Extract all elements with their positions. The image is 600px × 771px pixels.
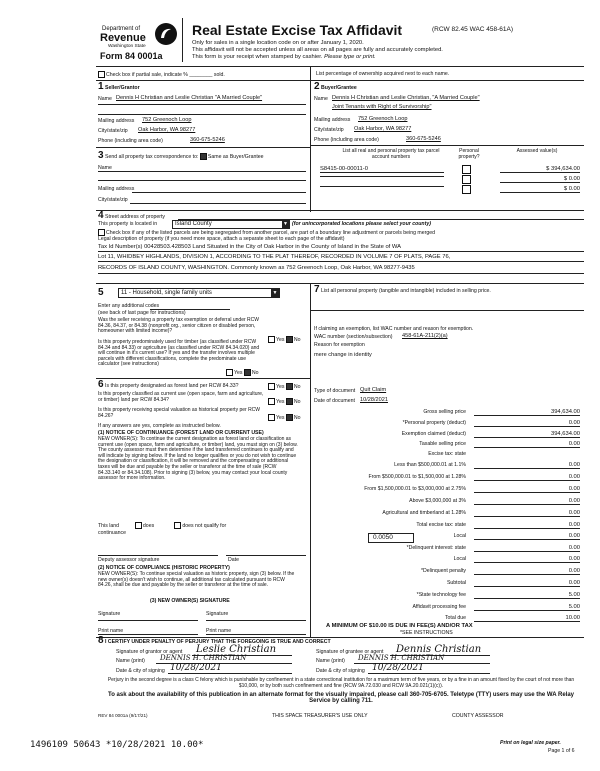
same-as-buyer-checkbox[interactable] — [200, 153, 207, 160]
new-owner-signature-heading: (3) NEW OWNER(S) SIGNATURE — [150, 598, 230, 604]
dept-line2: Revenue — [100, 32, 146, 44]
minimum-note: A MINIMUM OF $10.00 IS DUE IN FEE(S) AND/OR TAX — [326, 623, 473, 629]
addl-codes: Enter any additional codes — [98, 303, 160, 309]
calc-label: From $1,500,000.01 to $3,000,000 at 2.75% — [364, 486, 466, 492]
calc-label: Total excise tax: state — [416, 522, 466, 528]
docdate-value[interactable]: 10/28/2021 — [360, 397, 388, 403]
parcel-col-header: List all real and personal property tax parcel account numbers — [342, 148, 440, 160]
calc-value[interactable]: 0.00 — [474, 420, 580, 427]
see-instructions: *SEE INSTRUCTIONS — [400, 630, 453, 636]
form-title: Real Estate Excise Tax Affidavit — [192, 22, 403, 38]
partial-sale-checkbox[interactable] — [98, 71, 105, 78]
sec6-q3: Is this property receiving special valuation as historical property per RCW 84.26? — [98, 407, 261, 419]
buyer-mailing-label: Mailing address — [314, 117, 351, 123]
legal-paper-note: Print on legal size paper. — [500, 740, 561, 746]
buyer-heading: 2 Buyer/Grantee — [314, 81, 357, 92]
grantee-name[interactable]: DENNIS H. CHRISTIAN — [358, 654, 445, 662]
grantee-date[interactable]: 10/28/2021 — [372, 663, 424, 673]
sec6-q2: Is this property classified as current use (open space, farm and agriculture, or timber) land per RCW 84.34? — [98, 391, 264, 403]
calc-label: Taxable selling price — [419, 441, 466, 447]
calc-value[interactable]: 0.00 — [474, 533, 580, 540]
page-number: Page 1 of 6 — [548, 748, 575, 754]
grantor-name-label: Name (print) — [116, 658, 145, 664]
sec3-label: 3 Send all property tax correspondence to: Same as Buyer/Grantee — [98, 150, 264, 161]
calc-label: *Personal property (deduct) — [402, 420, 466, 426]
docdate-label: Date of document — [314, 398, 355, 404]
treasurer-note: THIS SPACE TREASURER'S USE ONLY — [272, 713, 368, 719]
notice-continuance-heading: (1) NOTICE OF CONTINUANCE (FOREST LAND OR CURRENT USE) — [98, 430, 264, 436]
reason-value[interactable]: mere change in identity — [314, 352, 372, 358]
forest-yes-checkbox[interactable] — [268, 383, 275, 390]
form-number: Form 84 0001a — [100, 51, 163, 61]
street-label: 4 Street address of property — [98, 210, 165, 221]
seller-heading: 1 Seller/Grantor — [98, 81, 140, 92]
use-code-select[interactable]: 11 - Household, single family units ▼ — [118, 288, 280, 298]
seller-name[interactable]: Dennis H Christian and Leslie Christian "A Married Couple" — [116, 95, 263, 101]
calc-label: Local — [453, 533, 466, 539]
current-use-no-checkbox[interactable] — [286, 398, 293, 405]
forest-no-checkbox[interactable] — [286, 383, 293, 390]
assessor-note: COUNTY ASSESSOR — [452, 713, 504, 719]
q2-no-checkbox[interactable] — [244, 369, 251, 376]
header-line2: This affidavit will not be accepted unless all areas on all pages are fully and accurately completed. — [192, 47, 443, 53]
sec6-q3-answers: Yes No — [268, 414, 301, 421]
reason-label: Reason for exemption — [314, 342, 365, 348]
sec6-note: If any answers are yes, complete as instructed below. — [98, 423, 221, 429]
buyer-city-label: City/state/zip — [314, 127, 344, 133]
seller-city-label: City/state/zip — [98, 128, 128, 134]
does-checkbox[interactable] — [135, 522, 142, 529]
calc-label: *Delinquent interest: state — [406, 545, 466, 551]
sec6-q2-answers: Yes No — [268, 398, 301, 405]
calc-value[interactable]: 10.00 — [474, 615, 580, 622]
calc-value[interactable]: 0.00 — [474, 510, 580, 517]
alt-format-note: To ask about the availability of this publication in an alternate format for the visually impaired, please call 360-705-6705. Teletype (TTY) users may use the WA Relay Service by calling 711. — [107, 692, 575, 705]
segregated-checkbox[interactable] — [98, 229, 105, 236]
personal-col-header: Personal property? — [458, 148, 480, 160]
claim-label: If claiming an exemption, list WAC number and reason for exemption. — [314, 326, 474, 332]
calc-label: Local — [453, 556, 466, 562]
parcel-number[interactable] — [320, 176, 444, 177]
grantor-date-label: Date & city of signing — [116, 668, 165, 674]
calc-label: Affidavit processing fee — [412, 604, 466, 610]
addl-codes-note: (see back of last page for instructions) — [98, 310, 186, 316]
calc-label: Less than $500,000.01 at 1.1% — [394, 462, 466, 468]
calc-value[interactable]: 0.00 — [474, 556, 580, 563]
partial-sale-row: Check box if partial sale, indicate % ________ sold. — [98, 71, 225, 78]
sec3-name-label: Name — [98, 165, 112, 171]
county-select[interactable]: Island County ▼ — [172, 220, 290, 229]
owner-signature-label-2: Signature — [206, 611, 229, 617]
q2-yes-checkbox[interactable] — [226, 369, 233, 376]
assessed-col-header: Assessed value(s) — [516, 148, 558, 154]
doctype-label: Type of document — [314, 388, 356, 394]
assessed-value[interactable]: $ 0.00 — [500, 176, 580, 183]
sec3-mailing-label: Mailing address — [98, 186, 135, 192]
doctype-value[interactable]: Quit Claim — [360, 387, 387, 393]
buyer-name-2[interactable]: Joint Tenants with Right of Survivorship" — [332, 104, 432, 110]
form-header — [100, 18, 590, 62]
county-note: (for unincorporated locations please select your county) — [292, 221, 431, 227]
owner-print-label-1: Print name — [98, 628, 124, 634]
deputy-date-label: Date — [228, 557, 239, 563]
dept-line3: Washington State — [108, 44, 146, 49]
buyer-city[interactable]: Oak Harbor, WA 98277 — [354, 126, 412, 132]
grantee-date-label: Date & city of signing — [316, 668, 365, 674]
grantee-signature[interactable]: Dennis Christian — [396, 644, 482, 655]
sec6-q1: 6 Is this property designated as forest land per RCW 84.33? — [98, 379, 239, 390]
revenue-logo-icon — [154, 22, 178, 46]
calc-label: Excise tax: state — [428, 451, 466, 457]
calc-value[interactable]: 0.00 — [474, 568, 580, 575]
seller-name-label: Name — [98, 96, 112, 102]
seller-phone[interactable]: 360-675-5246 — [190, 137, 225, 143]
personal-property-checkbox[interactable] — [462, 185, 471, 194]
personal-property-checkbox[interactable] — [462, 175, 471, 184]
personal-property-checkbox[interactable] — [462, 165, 471, 174]
calc-label: Exemption claimed (deduct) — [401, 431, 466, 437]
assessed-value[interactable]: $ 394,634.00 — [500, 166, 580, 173]
land-qualify-row: This land does does not qualify for — [98, 522, 227, 529]
legal-label: Legal description of property (if you need more space, attach a separate sheet to each page of the affidavit) — [98, 236, 345, 242]
calc-label: Gross selling price — [423, 409, 466, 415]
buyer-name-label: Name — [314, 96, 328, 102]
calc-value[interactable]: 5.00 — [474, 592, 580, 599]
calc-label: *Delinquent penalty — [421, 568, 466, 574]
legal-line-3[interactable]: RECORDS OF ISLAND COUNTY, WASHINGTON. Commonly known as 752 Greenoch Loop, Oak Harbor, WA 98277-9435 — [98, 265, 415, 271]
deputy-signature-label: Deputy assessor signature — [98, 557, 160, 563]
dept-line1: Department of — [102, 26, 141, 32]
seller-phone-label: Phone (including area code) — [98, 138, 163, 144]
calc-value[interactable]: 0.00 — [474, 474, 580, 481]
calc-value[interactable]: 0.00 — [474, 462, 580, 469]
buyer-phone-label: Phone (including area code) — [314, 137, 379, 143]
calc-label: Subtotal — [446, 580, 466, 586]
calc-value[interactable]: 0.00 — [474, 441, 580, 448]
continuance-label: continuance — [98, 530, 126, 536]
calc-value[interactable]: 0.00 — [474, 522, 580, 529]
sec5-q1-answers: Yes No — [268, 336, 301, 343]
calc-value[interactable]: 394,634.00 — [474, 431, 580, 438]
grantor-signature[interactable]: Leslie Christian — [196, 644, 277, 655]
calc-label: Total due — [444, 615, 466, 621]
located-label: This property is located in — [98, 221, 158, 227]
chevron-down-icon: ▼ — [272, 290, 278, 296]
owner-print-label-2: Print name — [206, 628, 232, 634]
historic-no-checkbox[interactable] — [286, 414, 293, 421]
wac-label: WAC number (section/subsection) — [314, 334, 393, 340]
sec6-q1-answers: Yes No — [268, 383, 301, 390]
notice-continuance-text: NEW OWNER(S): To continue the current designation as forest land or classification as current use (open space, farm and agriculture, or timber) land, you must sign on (3) below. The county assessor must then determine if the land transferred continues to qualify and will indicate by signing below. If the land no longer qualifies or you do not wish to continue the designation or classification, it will be removed and the compensating or additional taxes will be due and payable by the seller or transferor at the time of sale (RCW 84.33.140 or 84.34.108). Prior to signing (3) below, you may contact your local county assessor for more information. — [98, 436, 298, 482]
parcel-number[interactable]: S8415-00-00011-0 — [320, 166, 444, 173]
assessed-value[interactable]: $ 0.00 — [500, 186, 580, 193]
legal-line-1[interactable]: Tax Id Number(s) 00428503.428503 Land Situated in the City of Oak Harbor in the County of Island in the State of WA — [98, 244, 402, 250]
calc-value[interactable]: 0.00 — [474, 498, 580, 505]
wac-number[interactable]: 458-61A-211(2)(a) — [402, 333, 448, 339]
seller-mailing-label: Mailing address — [98, 118, 135, 124]
calc-label: From $500,000.01 to $1,500,000 at 1.28% — [368, 474, 466, 480]
grantor-name[interactable]: DENNIS H. CHRISTIAN — [160, 654, 247, 662]
perjury-note: Perjury in the second degree is a class C felony which is punishable by confinement in a state correctional institution for a maximum term of five years, or by a fine in an amount fixed by the court of not more than $10,000, or by both such confinement and fine (RCW 9A.72.030 and RCW 9A.20.021(1)(c)). — [107, 677, 575, 689]
recording-stamp: 1496109 50643 *10/28/2021 10.00* — [30, 740, 204, 750]
current-use-yes-checkbox[interactable] — [268, 398, 275, 405]
calc-value[interactable]: 0.00 — [474, 545, 580, 552]
q1-no-checkbox[interactable] — [286, 336, 293, 343]
owner-signature-label-1: Signature — [98, 611, 121, 617]
grantee-name-label: Name (print) — [316, 658, 345, 664]
legal-line-2[interactable]: Lot 11, WHIDBEY HIGHLANDS, DIVISION 1, ACCORDING TO THE PLAT THEREOF, RECORDED IN VOLUME 7 OF PLATS, PAGE 76, — [98, 254, 451, 260]
chevron-down-icon: ▼ — [283, 221, 288, 227]
q1-yes-checkbox[interactable] — [268, 336, 275, 343]
sec5-q1: Was the seller receiving a property tax exemption or deferral under RCW 84.36, 84.37, or 84.38 (nonprofit org., senior citizen or disabled person, homeowner with limited income)? — [98, 317, 259, 335]
segregated-row: Check box if any of the listed parcels are being segregated from another parcel, are part of a boundary line adjustment or parcels being merged — [98, 229, 435, 236]
buyer-mailing[interactable]: 752 Greenoch Loop — [358, 116, 408, 122]
sec7-label: 7 List all personal property (tangible and intangible) included in selling price. — [314, 284, 491, 295]
grantor-sig-label: Signature of grantor or agent — [116, 649, 183, 655]
buyer-name[interactable]: Dennis H Christian and Leslie Christian, "A Married Couple" — [332, 95, 480, 101]
local-rate-box[interactable]: 0.0050 — [368, 533, 414, 543]
notice-compliance-heading: (2) NOTICE OF COMPLIANCE (HISTORIC PROPERTY) — [98, 565, 230, 571]
ownership-note: List percentage of ownership acquired next to each name. — [316, 71, 450, 77]
sec5-q2: Is this property predominately used for timber (as classified under RCW 84.34 and 84.33) or agriculture (as classified under RCW 84.34.020) and will continue in it's current use? If yes and the transfer involves multiple parcels with different classifications, complete the predominate use calculator (see instructions) — [98, 339, 260, 368]
calc-value[interactable]: 394,634.00 — [474, 409, 580, 416]
header-line1: Only for sales in a single location code on or after January 1, 2020. — [192, 40, 364, 46]
sec8-heading: 8 I CERTIFY UNDER PENALTY OF PERJURY THAT THE FOREGOING IS TRUE AND CORRECT — [98, 635, 331, 646]
seller-mailing[interactable]: 752 Greenoch Loop — [142, 117, 192, 123]
sec5-q2-answers: Yes No — [226, 369, 259, 376]
does-not-checkbox[interactable] — [174, 522, 181, 529]
notice-compliance-text: NEW OWNER(S): To continue special valuation as historic property, sign (3) below. If the new owner(s) doesn't wish to continue, all additional tax calculated pursuant to RCW 84.26, shall be due and payable by the seller or transferor at the time of sale. — [98, 571, 295, 589]
calc-value[interactable]: 0.00 — [474, 486, 580, 493]
calc-label: Above $3,000,000 at 3% — [409, 498, 466, 504]
sec5-number: 5 — [98, 287, 104, 298]
seller-city[interactable]: Oak Harbor, WA 98277 — [138, 127, 196, 133]
sec3-city-label: City/state/zip — [98, 197, 128, 203]
calc-label: Agricultural and timberland at 1.28% — [382, 510, 466, 516]
form-rcw: (RCW 82.45 WAC 458-61A) — [432, 26, 514, 33]
historic-yes-checkbox[interactable] — [268, 414, 275, 421]
grantee-sig-label: Signature of grantee or agent — [316, 649, 384, 655]
header-line3: This form is your receipt when stamped by cashier. Please type or print. — [192, 54, 376, 60]
buyer-phone[interactable]: 360-675-5246 — [406, 136, 441, 142]
grantor-date[interactable]: 10/28/2021 — [170, 663, 222, 673]
calc-value[interactable]: 0.00 — [474, 580, 580, 587]
parcel-number[interactable] — [320, 186, 444, 187]
calc-value[interactable]: 5.00 — [474, 604, 580, 611]
calc-label: *State technology fee — [416, 592, 466, 598]
revision: REV 84 0001a (9/17/21) — [98, 713, 148, 718]
